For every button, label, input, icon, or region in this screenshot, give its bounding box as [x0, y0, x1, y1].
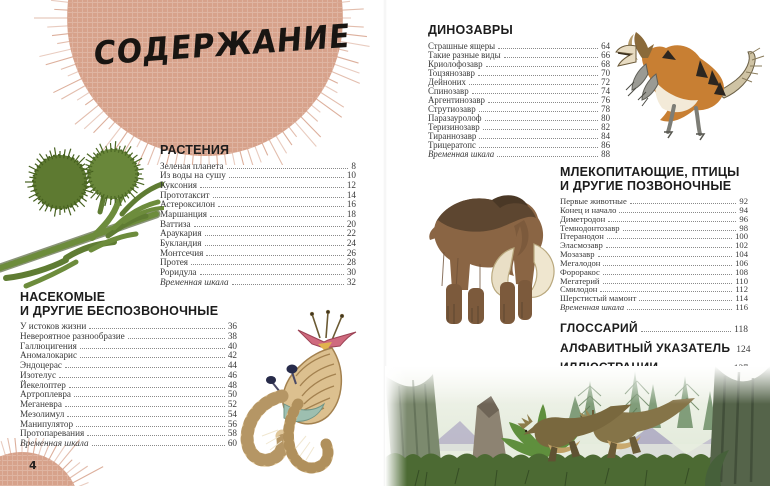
toc-entry-page: 114	[735, 293, 748, 304]
toc-entry-label: Спинозавр	[428, 85, 469, 96]
dot-leader	[472, 93, 598, 94]
toc-list	[428, 41, 610, 159]
dot-leader	[619, 212, 736, 213]
toc-entry-label: Временная шкала	[428, 149, 495, 160]
landscape-top-fade	[385, 366, 770, 404]
section-heading-line: НАСЕКОМЫЕ	[20, 290, 106, 304]
dot-leader	[486, 66, 599, 67]
toc-entry	[428, 95, 610, 104]
dot-leader	[498, 48, 598, 49]
dot-leader	[80, 357, 225, 358]
toc-entry-page: 46	[227, 369, 237, 380]
toc-entry-label: Монтсечия	[160, 247, 204, 258]
toc-entry-label: АЛФАВИТНЫЙ УКАЗАТЕЛЬ	[560, 340, 731, 355]
toc-entry-label: Изотелус	[20, 369, 57, 380]
section-heading	[160, 144, 356, 158]
toc-entry-label: Такие разные виды	[428, 49, 501, 60]
toc-entry-page: 38	[227, 330, 237, 341]
dot-leader	[607, 238, 732, 239]
toc-entry	[20, 389, 237, 399]
dot-leader	[483, 129, 598, 130]
section-heading	[560, 166, 748, 193]
toc-entry-label: Смилодон	[560, 284, 598, 295]
toc-entry-page: 64	[601, 40, 610, 51]
toc-entry-page: 104	[735, 249, 748, 260]
toc-entry-page: 72	[601, 76, 610, 87]
toc-entry-page: 110	[735, 275, 748, 286]
toc-entry	[428, 140, 610, 149]
dot-leader	[200, 274, 344, 275]
toc-entry-page: 28	[346, 257, 356, 268]
dot-leader	[627, 309, 732, 310]
toc-entry-page: 30	[346, 267, 356, 278]
toc-entry	[20, 419, 237, 429]
toc-entry-label: Мегалодон	[560, 257, 601, 268]
dot-leader	[603, 265, 732, 266]
toc-entry	[560, 196, 748, 205]
dot-leader	[227, 168, 349, 169]
toc-entry-page: 96	[739, 213, 748, 224]
toc-entry	[20, 350, 237, 360]
toc-entry-label: Протея	[160, 257, 189, 268]
dot-leader	[67, 416, 224, 417]
toc-entry-page: 40	[227, 340, 237, 351]
toc-entry	[428, 113, 610, 122]
toc-entry-label: ГЛОССАРИЙ	[560, 321, 638, 335]
toc-entry-page: 100	[735, 231, 748, 242]
dot-leader	[65, 406, 225, 407]
toc-entry-page: 36	[227, 321, 237, 331]
dot-leader	[59, 377, 225, 378]
dot-leader	[210, 216, 344, 217]
section-heading-line: МЛЕКОПИТАЮЩИЕ, ПТИЦЫ	[560, 165, 740, 179]
section-heading	[428, 24, 610, 38]
toc-entry	[560, 302, 748, 311]
toc-entry-page: 112	[735, 284, 748, 295]
toc-entry	[428, 41, 610, 50]
toc-entry	[160, 228, 356, 238]
toc-entry-label: Из воды на сушу	[160, 170, 226, 181]
toc-entry-page: 124	[736, 344, 751, 355]
toc-entry	[560, 240, 748, 249]
toc-entry-page: 8	[351, 160, 356, 171]
toc-entry-page: 42	[227, 350, 237, 361]
toc-entry-label: Роридула	[160, 267, 197, 278]
toc-entry	[20, 331, 237, 341]
landscape-left-fade	[385, 366, 407, 486]
dot-leader	[191, 264, 344, 265]
toc-section-vertebrates	[560, 166, 748, 311]
toc-entry-page: 44	[227, 360, 237, 370]
toc-list	[560, 196, 748, 311]
section-heading-line: РАСТЕНИЯ	[160, 143, 230, 157]
toc-entry-page: 78	[601, 103, 610, 114]
toc-entry	[428, 122, 610, 131]
toc-entry-page: 68	[601, 58, 610, 69]
dot-leader	[69, 387, 225, 388]
toc-entry	[560, 205, 748, 214]
dot-leader	[232, 284, 344, 285]
toc-section-dinosaurs	[428, 24, 610, 158]
toc-entry	[428, 104, 610, 113]
dot-leader	[479, 138, 598, 139]
toc-entry-page: 66	[601, 49, 610, 60]
toc-entry	[160, 267, 356, 277]
toc-entry	[20, 428, 237, 438]
toc-entry-label: Временная шкала	[560, 302, 625, 313]
toc-entry-page: 74	[601, 85, 610, 96]
toc-entry	[20, 380, 237, 390]
toc-entry-page: 92	[739, 196, 748, 206]
toc-entry-label: Невероятное разнообразие	[20, 330, 125, 341]
toc-entry-page: 102	[735, 240, 748, 251]
toc-entry-page: 86	[601, 140, 610, 151]
toc-entry-label: Астероксилон	[160, 199, 216, 210]
toc-entry	[560, 276, 748, 285]
toc-entry-page: 14	[346, 189, 356, 200]
dot-leader	[479, 147, 598, 148]
prehistoric-landscape-illustration	[385, 366, 770, 486]
toc-section-plants	[160, 144, 356, 286]
toc-entry	[560, 284, 748, 293]
toc-entry-label: Страшные ящеры	[428, 40, 496, 51]
toc-entry-page: 12	[346, 179, 356, 190]
dot-leader	[608, 221, 736, 222]
toc-entry	[160, 180, 356, 190]
page-number: 4	[29, 459, 37, 472]
toc-entry-label: Зеленая планета	[160, 160, 224, 171]
toc-entry-label: Конец и начало	[560, 204, 617, 215]
toc-entry	[20, 370, 237, 380]
toc-entry-label: Тираннозавр	[428, 130, 477, 141]
toc-entry	[160, 277, 356, 287]
dot-leader	[630, 203, 737, 204]
toc-entry-page: 20	[346, 218, 356, 229]
toc-entry	[20, 341, 237, 351]
section-heading	[20, 291, 237, 318]
toc-entry-label: Диметродон	[560, 213, 606, 224]
toc-entry	[20, 360, 237, 370]
dot-leader	[89, 328, 225, 329]
dot-leader	[606, 247, 732, 248]
toc-list	[160, 161, 356, 287]
toc-list	[20, 321, 237, 448]
toc-entry-page: 22	[346, 228, 356, 239]
toc-entry	[428, 86, 610, 95]
toc-entry	[428, 50, 610, 59]
toc-entry-label: Тоцзянозавр	[428, 67, 475, 78]
toc-entry	[160, 161, 356, 171]
dot-leader	[229, 177, 344, 178]
dot-leader	[478, 75, 598, 76]
toc-entry-label: Мезолимул	[20, 408, 65, 419]
toc-entry-label: Букландия	[160, 238, 202, 248]
toc-entry-page: 60	[227, 438, 237, 448]
dot-leader	[623, 230, 737, 231]
toc-entry-label: У истоков жизни	[20, 321, 87, 331]
dot-leader	[80, 348, 225, 349]
toc-entry	[428, 77, 610, 86]
toc-entry-page: 52	[227, 399, 237, 409]
toc-entry	[160, 257, 356, 267]
dot-leader	[87, 435, 225, 436]
toc-entry-page: 70	[601, 67, 610, 78]
toc-entry	[160, 238, 356, 248]
toc-entry-page: 84	[601, 130, 610, 141]
toc-entry-page: 94	[739, 204, 748, 215]
toc-entry-label: Птеранодон	[560, 231, 604, 242]
toc-entry-label: Куксония	[160, 179, 197, 190]
dot-leader	[488, 102, 598, 103]
toc-entry-label: Меганевра	[20, 399, 62, 409]
dot-leader	[205, 245, 344, 246]
dot-leader	[479, 111, 598, 112]
toc-entry-label: Трицератопс	[428, 140, 476, 151]
toc-entry-page: 48	[227, 379, 237, 390]
dot-leader	[639, 300, 732, 301]
toc-entry-page: 58	[227, 428, 237, 439]
toc-entry	[20, 399, 237, 409]
toc-entry	[560, 258, 748, 267]
dot-leader	[92, 445, 225, 446]
toc-entry-label: Эласмозавр	[560, 240, 603, 251]
toc-entry-label: Теризинозавр	[428, 121, 480, 132]
dot-leader	[218, 206, 344, 207]
dot-leader	[603, 274, 732, 275]
toc-entry-page: 106	[735, 257, 748, 268]
dot-leader	[213, 197, 344, 198]
toc-entry-label: Временная шкала	[20, 438, 89, 448]
dot-leader	[200, 187, 344, 188]
dot-leader	[469, 84, 598, 85]
toc-entry	[428, 68, 610, 77]
toc-entry-page: 116	[735, 302, 748, 313]
dot-leader	[205, 235, 344, 236]
toc-entry-page: 108	[735, 266, 748, 277]
toc-entry-label: Ваттиза	[160, 218, 191, 229]
dot-leader	[65, 367, 225, 368]
toc-entry-page: 56	[227, 418, 237, 429]
toc-entry-label: Мозазавр	[560, 249, 595, 260]
woolly-mammoth-illustration	[396, 156, 568, 338]
toc-entry	[20, 438, 237, 448]
toc-entry-label: Дейноних	[428, 76, 466, 87]
toc-entry	[20, 409, 237, 419]
toc-entry-page: 26	[346, 247, 356, 258]
toc-entry	[428, 131, 610, 140]
section-heading-line: И ДРУГИЕ ПОЗВОНОЧНЫЕ	[560, 178, 732, 193]
toc-entry-page: 32	[346, 276, 356, 287]
dot-leader	[600, 291, 732, 292]
toc-entry-label: Паразауролоф	[428, 112, 482, 123]
toc-entry	[560, 223, 748, 232]
toc-entry	[560, 340, 751, 361]
toc-entry	[560, 249, 748, 258]
toc-entry-label: Артроплевра	[20, 389, 72, 400]
toc-entry-page: 88	[601, 149, 610, 160]
dot-leader	[194, 226, 344, 227]
toc-entry	[160, 199, 356, 209]
toc-entry	[560, 267, 748, 276]
feathered-raptor-illustration	[612, 20, 770, 150]
toc-entry	[160, 170, 356, 180]
toc-entry	[560, 214, 748, 223]
toc-entry-page: 24	[346, 238, 356, 248]
toc-entry-label: Мегатерий	[560, 275, 600, 286]
toc-entry-label: Шерстистый мамонт	[560, 293, 637, 304]
toc-entry-label: Протопаревания	[20, 428, 85, 439]
toc-entry-label: Аномалокарис	[20, 350, 78, 361]
toc-entry	[160, 190, 356, 200]
toc-entry-page: 82	[601, 121, 610, 132]
dot-leader	[485, 120, 599, 121]
toc-entry	[160, 219, 356, 229]
toc-entry	[160, 248, 356, 258]
prehistoric-plant-illustration	[0, 118, 164, 290]
toc-entry-page: 54	[227, 408, 237, 419]
toc-entry-label: Криолофозавр	[428, 58, 483, 69]
toc-entry-page: 16	[346, 199, 356, 210]
cambrian-invertebrate-illustration	[228, 308, 388, 486]
toc-entry-label: Араукария	[160, 228, 202, 239]
toc-entry-label: Первые животные	[560, 196, 627, 206]
dot-leader	[641, 331, 731, 332]
toc-entry	[560, 293, 748, 302]
dot-leader	[206, 255, 343, 256]
toc-entry-page: 10	[346, 170, 356, 181]
toc-entry-label: Прототаксит	[160, 189, 210, 200]
toc-entry	[160, 209, 356, 219]
toc-entry-label: Темнодонтозавр	[560, 222, 620, 233]
toc-entry-label: Временная шкала	[160, 276, 229, 287]
toc-entry-label: Аргентинозавр	[428, 94, 485, 105]
dot-leader	[603, 283, 733, 284]
toc-entry-label: Струтиозавр	[428, 103, 476, 114]
toc-entry-page: 80	[601, 112, 610, 123]
toc-entry-label: Фороракос	[560, 266, 600, 277]
toc-entry	[560, 321, 748, 341]
toc-entry-page: 50	[227, 389, 237, 400]
toc-entry-page: 98	[739, 222, 748, 233]
toc-entry-label: Маршанция	[160, 208, 207, 219]
section-heading-line: ДИНОЗАВРЫ	[428, 23, 513, 37]
toc-entry-label: Эндоцерас	[20, 360, 62, 370]
toc-entry-label: Йекелоптер	[20, 379, 66, 390]
dot-leader	[504, 57, 599, 58]
dot-leader	[128, 338, 225, 339]
section-heading-line: И ДРУГИЕ БЕСПОЗВОНОЧНЫЕ	[20, 303, 219, 318]
toc-entry-page: 18	[346, 208, 356, 219]
toc-entry	[428, 59, 610, 68]
dot-leader	[76, 426, 225, 427]
toc-entry	[20, 321, 237, 331]
toc-entry-page: 76	[601, 94, 610, 105]
toc-entry	[560, 231, 748, 240]
toc-section-invertebrates	[20, 291, 237, 448]
toc-entry-page: 118	[734, 325, 748, 335]
page-title: СОДЕРЖАНИЕ	[92, 17, 352, 74]
dot-leader	[598, 256, 733, 257]
toc-entry-label: Манипулятор	[20, 418, 74, 429]
dot-leader	[74, 396, 225, 397]
toc-entry-label: Галлюцигения	[20, 340, 77, 351]
